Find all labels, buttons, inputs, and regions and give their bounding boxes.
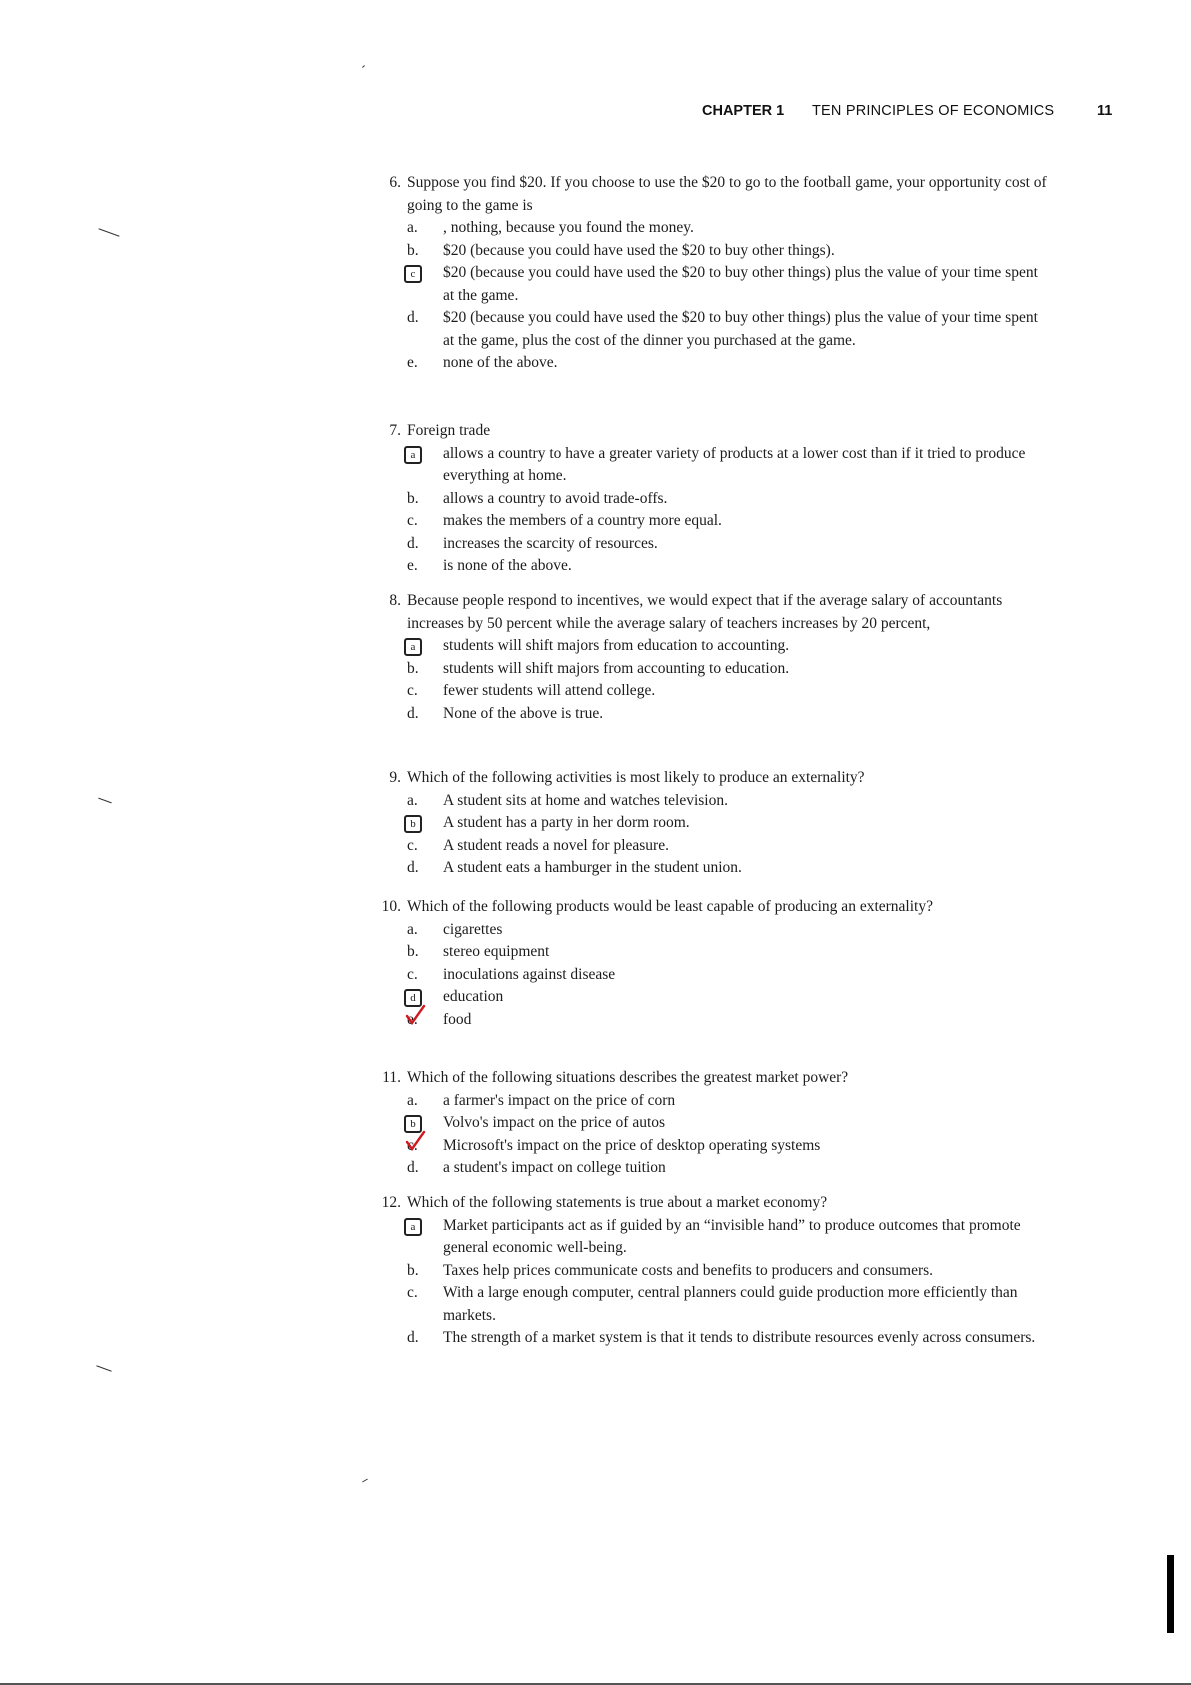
answer-text: The strength of a market system is that it tends to distribute resources evenly across consumers. (443, 1329, 1036, 1346)
answer-text: A student sits at home and watches television. (443, 791, 728, 809)
answer-option (407, 635, 1047, 658)
answer-option (407, 510, 1047, 533)
scan-mark (362, 1479, 368, 1483)
answer-label: c. (407, 965, 418, 983)
question-stem: Suppose you find $20. If you choose to use the $20 to go to the football game, your opportunity cost of going to the game is (407, 174, 1047, 214)
answer-option (407, 443, 1047, 488)
answer-label: d. (407, 534, 419, 552)
chapter-label: CHAPTER 1 (702, 103, 785, 119)
answer-text: With a large enough computer, central planners could guide production more efficiently than markets. (443, 1284, 1018, 1324)
answer-option (407, 1090, 1047, 1113)
answer-text: a farmer's impact on the price of corn (443, 1091, 676, 1109)
question-stem: Which of the following statements is true about a market economy? (407, 1194, 828, 1211)
answer-text: Volvo's impact on the price of autos (443, 1114, 666, 1131)
question-stem: Because people respond to incentives, we would expect that if the average salary of accountants increases by 50 percent while the average salary of teachers increases by 20 percent, (407, 592, 1003, 632)
question-number: 6. (389, 174, 401, 191)
boxed-answer-label: b (404, 815, 422, 833)
running-header (0, 103, 1191, 125)
answer-text: stereo equipment (443, 943, 550, 960)
answer-label: a. (407, 920, 418, 938)
answer-text: education (443, 988, 504, 1005)
answer-option (407, 217, 1047, 240)
answer-option (407, 790, 1047, 813)
answer-option (407, 1215, 1047, 1260)
answer-label: a. (407, 1091, 418, 1109)
answer-text: students will shift majors from education to accounting. (443, 637, 790, 654)
scan-mark (98, 798, 111, 804)
answer-text: allows a country to have a greater variety of products at a lower cost than if it tried to produce everything at home. (443, 444, 1026, 484)
boxed-answer-label: c (404, 265, 422, 283)
answer-label: e. (407, 557, 418, 574)
answer-label: c. (407, 1284, 418, 1301)
answer-option (407, 240, 1047, 263)
question-number: 9. (389, 769, 401, 786)
question (389, 767, 1047, 880)
question-number: 8. (389, 592, 401, 609)
chapter-title: TEN PRINCIPLES OF ECONOMICS (812, 103, 1055, 119)
answer-text: Taxes help prices communicate costs and benefits to producers and consumers. (443, 1261, 934, 1279)
answer-text: , nothing, because you found the money. (443, 219, 694, 236)
question-stem: Which of the following products would be least capable of producing an externality? (407, 898, 933, 915)
red-checkmark-icon (405, 1003, 427, 1027)
answer-option (407, 555, 1047, 578)
answer-text: A student has a party in her dorm room. (443, 814, 690, 831)
answer-text: fewer students will attend college. (443, 682, 656, 699)
answer-text: A student reads a novel for pleasure. (443, 836, 669, 854)
answer-option (407, 307, 1047, 352)
scan-mark (362, 65, 365, 68)
answer-text: students will shift majors from accounting to education. (443, 659, 790, 677)
question-number: 12. (381, 1194, 401, 1211)
answer-text: $20 (because you could have used the $20 to buy other things). (443, 241, 835, 259)
question (389, 420, 1047, 578)
question-stem: Foreign trade (407, 422, 491, 439)
answer-option (407, 941, 1047, 964)
boxed-answer-label: a (404, 446, 422, 464)
question-number: 11. (382, 1069, 401, 1086)
answer-option (407, 812, 1047, 835)
answer-text: inoculations against disease (443, 965, 616, 983)
question-number: 10. (381, 898, 401, 915)
answer-option (407, 262, 1047, 307)
answer-label: c. (407, 836, 418, 854)
question-stem: Which of the following activities is most likely to produce an externality? (407, 769, 865, 786)
answer-text: increases the scarcity of resources. (443, 534, 658, 552)
answer-text: None of the above is true. (443, 704, 604, 722)
answer-label: d. (407, 704, 419, 722)
answer-option (407, 680, 1047, 703)
answer-text: $20 (because you could have used the $20 to buy other things) plus the value of your time spent at the game. (443, 264, 1038, 304)
answer-text: none of the above. (443, 354, 558, 371)
answer-option (407, 1009, 1047, 1032)
answer-label: d. (407, 1329, 419, 1346)
question (382, 1067, 1047, 1180)
answer-label: e. (407, 1009, 431, 1032)
answer-option (407, 919, 1047, 942)
answer-label: c. (407, 1135, 431, 1158)
answer-option (407, 703, 1047, 726)
answer-text: Market participants act as if guided by an “invisible hand” to produce outcomes that promote general economic well-being. (443, 1216, 1021, 1256)
answer-option (407, 658, 1047, 681)
answer-label: b. (407, 943, 419, 960)
answer-text: Microsoft's impact on the price of desktop operating systems (443, 1136, 821, 1154)
answer-option (407, 1112, 1047, 1135)
answer-text: A student eats a hamburger in the student union. (443, 859, 742, 876)
answer-label: d. (407, 309, 419, 326)
answer-label: a. (407, 219, 418, 236)
boxed-answer-label: d (404, 989, 422, 1007)
question-number: 7. (389, 422, 401, 439)
scan-edge-bar (1167, 1555, 1174, 1633)
answer-option (407, 488, 1047, 511)
page-number: 11 (1097, 103, 1113, 119)
answer-option (407, 964, 1047, 987)
red-checkmark-icon (405, 1129, 427, 1153)
answer-text: is none of the above. (443, 557, 572, 574)
boxed-answer-label: b (404, 1115, 422, 1133)
answer-label: b. (407, 241, 419, 259)
answer-label: b. (407, 489, 419, 507)
question (389, 172, 1047, 375)
answer-text: a student's impact on college tuition (443, 1159, 666, 1176)
answer-option (407, 857, 1047, 880)
answer-option (407, 1260, 1047, 1283)
answer-text: makes the members of a country more equal. (443, 512, 722, 529)
scan-mark (98, 228, 119, 236)
answer-label: c. (407, 682, 418, 699)
answer-label: d. (407, 1159, 419, 1176)
answer-option (407, 1135, 1047, 1158)
answer-label: b. (407, 1261, 419, 1279)
question (381, 1192, 1047, 1350)
answer-label: a. (407, 791, 418, 809)
question-stem: Which of the following situations describes the greatest market power? (407, 1069, 849, 1086)
answer-option (407, 986, 1047, 1009)
answer-option (407, 1282, 1047, 1327)
answer-text: cigarettes (443, 920, 503, 938)
boxed-answer-label: a (404, 638, 422, 656)
answer-option (407, 1327, 1047, 1350)
answer-option (407, 352, 1047, 375)
answer-text: food (443, 1010, 472, 1028)
answer-label: c. (407, 512, 418, 529)
answer-option (407, 533, 1047, 556)
question (389, 590, 1047, 725)
answer-text: $20 (because you could have used the $20 to buy other things) plus the value of your time spent at the game, plus the cost of the dinner you purchased at the game. (443, 309, 1038, 349)
answer-label: b. (407, 659, 419, 677)
scan-mark (96, 1365, 111, 1371)
answer-label: d. (407, 859, 419, 876)
boxed-answer-label: a (404, 1218, 422, 1236)
question (381, 896, 1047, 1031)
answer-option (407, 835, 1047, 858)
answer-label: e. (407, 354, 418, 371)
answer-option (407, 1157, 1047, 1180)
answer-text: allows a country to avoid trade-offs. (443, 489, 668, 507)
